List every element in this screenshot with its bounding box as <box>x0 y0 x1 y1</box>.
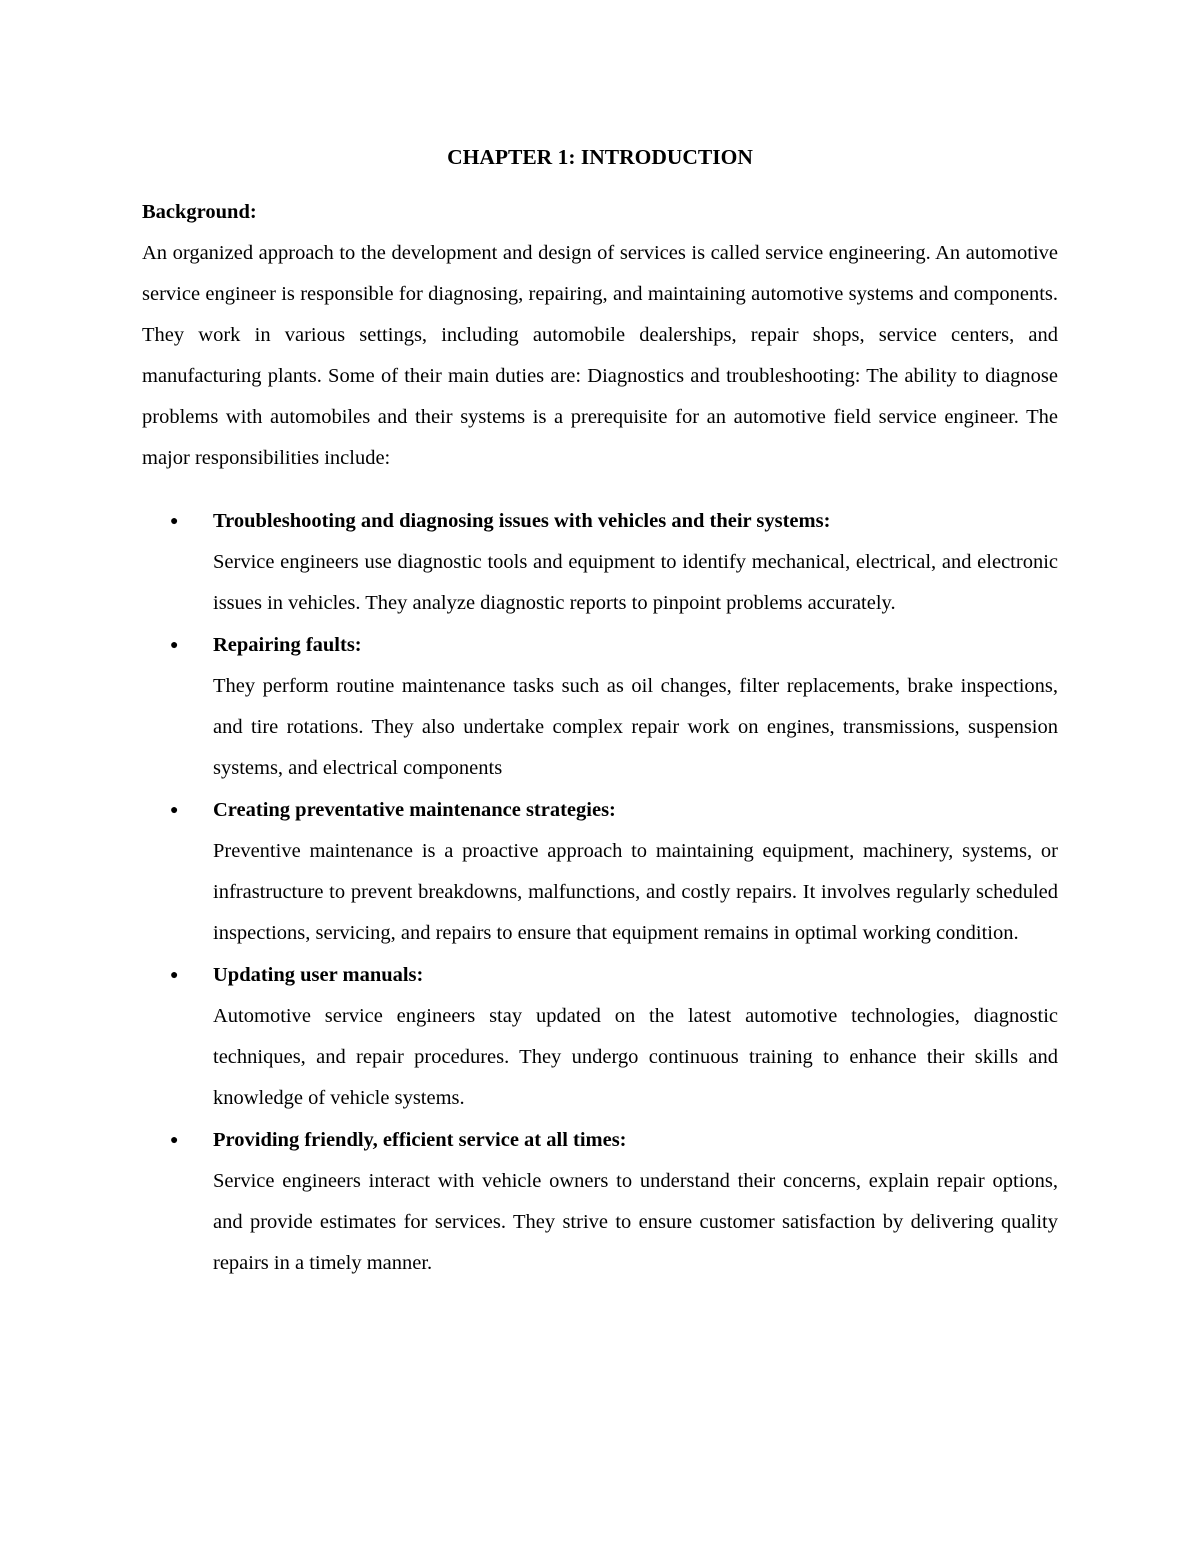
list-item-heading: Creating preventative maintenance strategies: <box>213 799 616 821</box>
list-item-body: Service engineers use diagnostic tools and equipment to identify mechanical, electrical, and electronic issues in vehicles. They analyze diagnostic reports to pinpoint problems accurately. <box>213 551 1058 614</box>
list-item <box>142 1120 1058 1284</box>
responsibilities-list <box>142 501 1058 1284</box>
bullet-icon: ● <box>170 803 179 818</box>
list-item-body: Automotive service engineers stay updated on the latest automotive technologies, diagnostic techniques, and repair procedures. They undergo continuous training to enhance their skills and knowledge of vehicle systems. <box>213 1005 1058 1109</box>
list-item <box>142 501 1058 624</box>
list-item-body: Preventive maintenance is a proactive approach to maintaining equipment, machinery, systems, or infrastructure to prevent breakdowns, malfunctions, and costly repairs. It involves regularly scheduled inspections, servicing, and repairs to ensure that equipment remains in optimal working condition. <box>213 840 1058 944</box>
list-item-heading: Troubleshooting and diagnosing issues with vehicles and their systems: <box>213 510 831 532</box>
chapter-title: CHAPTER 1: INTRODUCTION <box>447 145 753 169</box>
list-item-body: They perform routine maintenance tasks such as oil changes, filter replacements, brake inspections, and tire rotations. They also undertake complex repair work on engines, transmissions, suspension systems, and electrical components <box>213 675 1058 779</box>
section-heading-background: Background: <box>142 201 257 223</box>
list-item <box>142 955 1058 1119</box>
list-item-heading: Updating user manuals: <box>213 964 424 986</box>
intro-paragraph: An organized approach to the development and design of services is called service engineering. An automotive service engineer is responsible for diagnosing, repairing, and maintaining automotive systems and components. They work in various settings, including automobile dealerships, repair shops, service centers, and manufacturing plants. Some of their main duties are: Diagnostics and troubleshooting: The ability to diagnose problems with automobiles and their systems is a prerequisite for an automotive field service engineer. The major responsibilities include: <box>142 242 1058 469</box>
list-item-heading: Providing friendly, efficient service at all times: <box>213 1129 627 1151</box>
bullet-icon: ● <box>170 1133 179 1148</box>
bullet-icon: ● <box>170 968 179 983</box>
list-item <box>142 790 1058 954</box>
bullet-icon: ● <box>170 638 179 653</box>
list-item-body: Service engineers interact with vehicle owners to understand their concerns, explain repair options, and provide estimates for services. They strive to ensure customer satisfaction by delivering quality repairs in a timely manner. <box>213 1170 1058 1274</box>
list-item-heading: Repairing faults: <box>213 634 362 656</box>
bullet-icon: ● <box>170 514 179 529</box>
list-item <box>142 625 1058 789</box>
